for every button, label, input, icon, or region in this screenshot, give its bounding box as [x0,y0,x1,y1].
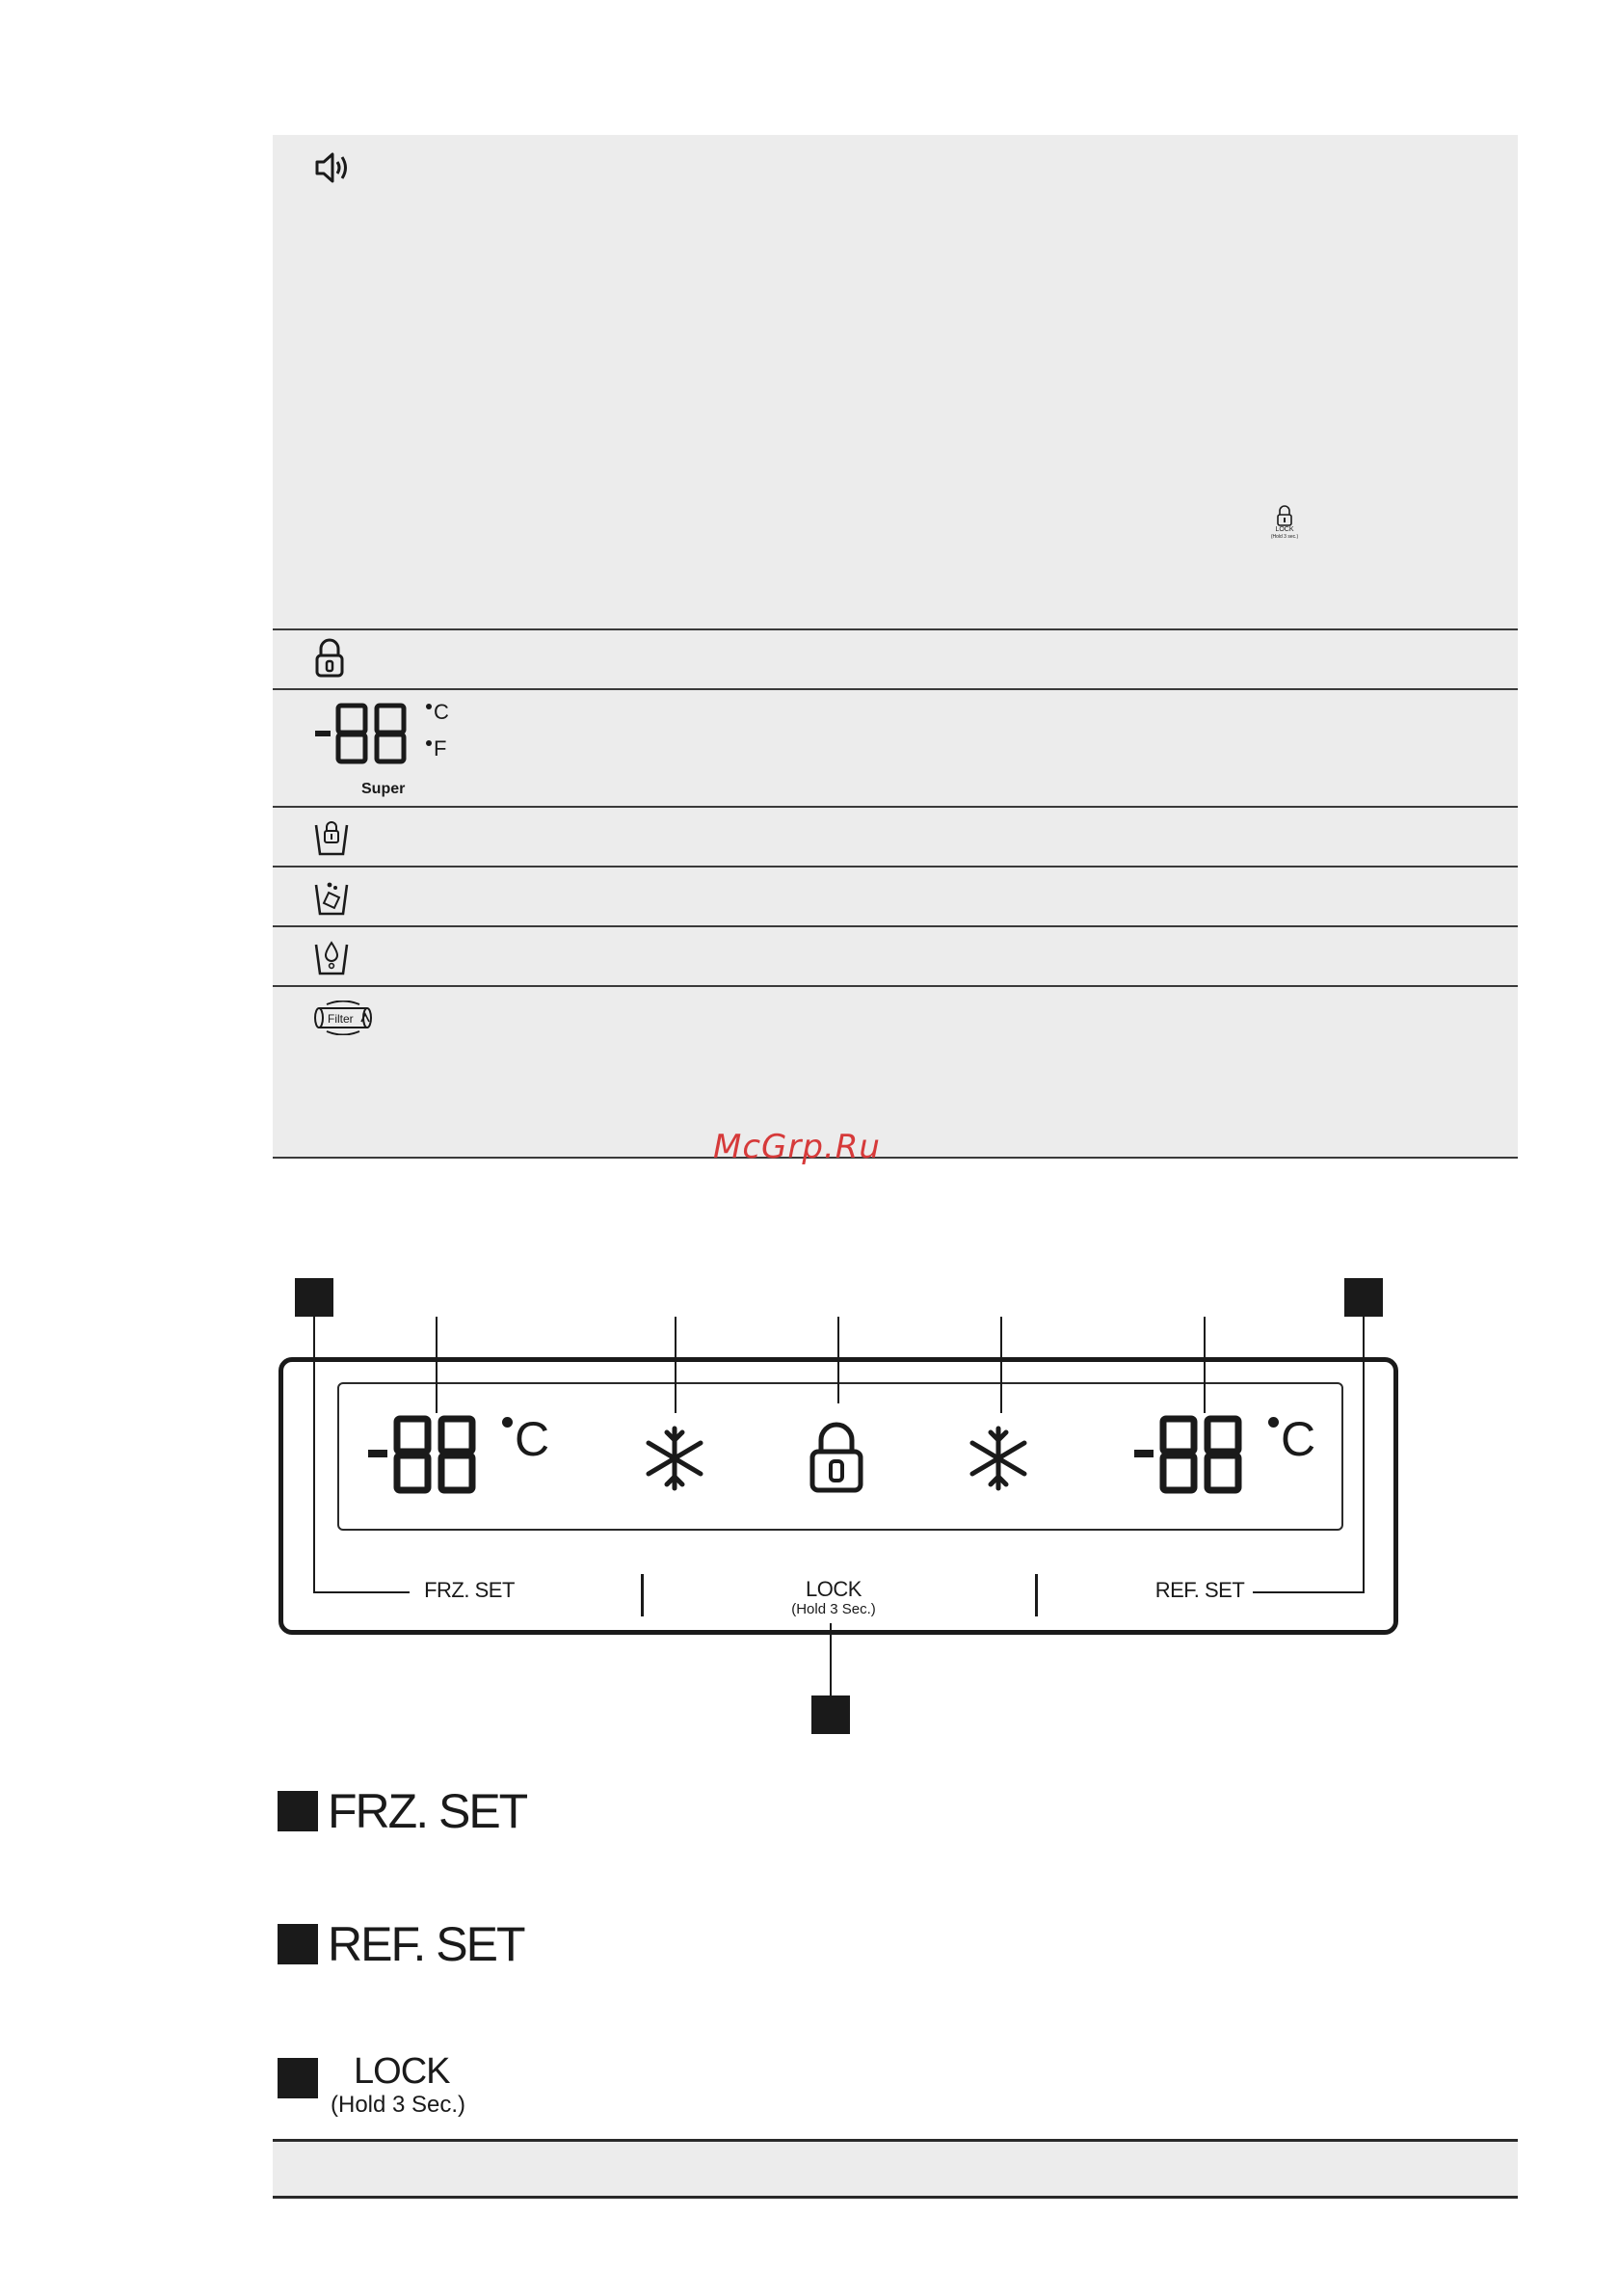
lock-icon [313,638,346,679]
legend-lock: LOCK [354,2051,450,2092]
temperature-display [313,700,419,767]
legend-box-lock [278,2058,318,2098]
lock-button-sub: (Hold 3 Sec.) [791,1601,876,1617]
table-row-dispenser-lock [273,808,1518,868]
panel-lock-icon [808,1421,865,1494]
legend-lock-sub: (Hold 3 Sec.) [331,2092,466,2118]
legend-frz-set: FRZ. SET [328,1784,527,1838]
freezer-unit: C [515,1412,550,1466]
panel-separator-2 [1035,1574,1038,1616]
pointer-line-1 [436,1317,438,1413]
filter-label: Filter [328,1012,354,1026]
callout-hline-left [313,1591,410,1593]
legend-box-ref [278,1924,318,1964]
lock-mini-sub: (Hold 3 sec.) [1270,534,1299,540]
callout-box-right [1344,1278,1383,1317]
seven-segment-digits-icon [313,700,419,767]
freezer-temp-digits [366,1413,482,1496]
freezer-degree-dot [502,1417,513,1428]
fridge-unit: C [1281,1412,1316,1466]
water-dispenser-icon [313,937,350,975]
frz-set-button[interactable]: FRZ. SET [424,1578,515,1602]
snowflake-icon-left [644,1425,705,1492]
lock-button[interactable]: LOCK [806,1577,862,1601]
callout-line-right [1363,1317,1365,1592]
callout-hline-right [1253,1591,1365,1593]
filter-icon [313,1001,373,1035]
icon-table [273,135,1518,1159]
pointer-line-5 [1204,1317,1206,1413]
table-row-water [273,927,1518,987]
pointer-line-4 [1000,1317,1002,1413]
table-row-filter [273,987,1518,1159]
super-label: Super [361,781,406,797]
unit-fahrenheit: F [434,736,447,761]
ice-dispenser-icon [313,877,350,916]
sound-icon [313,148,354,187]
snowflake-icon-right [968,1425,1029,1492]
lock-mini-icon [1267,505,1302,540]
fridge-degree-dot [1268,1417,1279,1428]
dispenser-lock-icon [313,817,350,856]
table-row-sound [273,135,1518,630]
pointer-line-2 [675,1317,676,1413]
fridge-temp-digits [1132,1413,1248,1496]
ref-set-button[interactable]: REF. SET [1154,1578,1245,1602]
legend-ref-set: REF. SET [328,1917,524,1971]
fahrenheit-dot [426,740,432,746]
callout-box-bottom [811,1695,850,1734]
legend-box-frz [278,1791,318,1831]
bottom-table-row [273,2139,1518,2199]
lock-mini-label: LOCK [1275,526,1294,533]
celsius-dot [426,704,432,709]
table-row-ice [273,868,1518,927]
callout-line-left [313,1317,315,1592]
callout-box-left [295,1278,333,1317]
pointer-line-3 [837,1317,839,1403]
callout-line-bottom [830,1623,832,1696]
unit-celsius: C [434,700,449,724]
table-row-temperature [273,690,1518,808]
watermark: McGrp.Ru [713,1128,881,1166]
table-row-lock [273,630,1518,690]
panel-separator-1 [641,1574,644,1616]
